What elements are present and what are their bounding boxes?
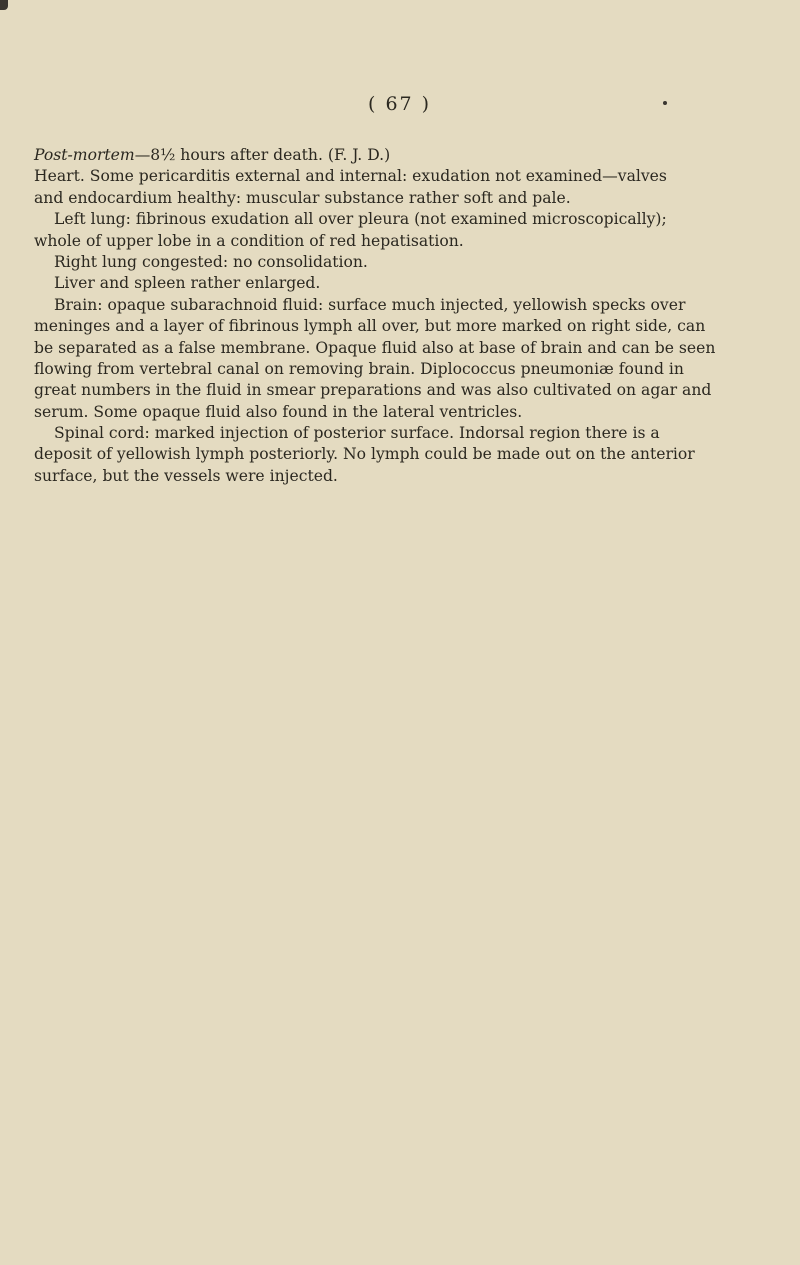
- page-number: ( 67 ): [368, 93, 432, 115]
- text-line: Heart. Some pericarditis external and internal: exudation not examined—valves: [34, 167, 667, 186]
- heading-detail: —8½ hours after death. (F. J. D.): [134, 146, 391, 164]
- text-line: Right lung congested: no consolidation.: [54, 252, 368, 271]
- text-line: serum. Some opaque fluid also found in the lateral ventricles.: [34, 402, 523, 421]
- report-text: [34, 145, 770, 487]
- report-heading: [34, 145, 770, 166]
- text-line: Brain: opaque subarachnoid fluid: surface much injected, yellowish specks over: [54, 295, 686, 314]
- text-line: surface, but the vessels were injected.: [34, 466, 338, 485]
- text-line: meninges and a layer of fibrinous lymph all over, but more marked on right side, can: [34, 317, 706, 336]
- ink-dot-mark: [663, 101, 667, 105]
- text-line: and endocardium healthy: muscular substance rather soft and pale.: [34, 188, 571, 207]
- text-line: be separated as a false membrane. Opaque fluid also at base of brain and can be seen: [34, 338, 716, 357]
- text-line: flowing from vertebral canal on removing brain. Diplococcus pneumoniæ found in: [34, 359, 684, 378]
- corner-ink-mark: [0, 0, 8, 10]
- text-line: great numbers in the fluid in smear preparations and was also cultivated on agar and: [34, 381, 712, 400]
- text-line: Spinal cord: marked injection of posterior surface. Indorsal region there is a: [54, 424, 660, 443]
- text-line: whole of upper lobe in a condition of red hepatisation.: [34, 231, 464, 250]
- heading-title: Post-mortem: [34, 146, 135, 164]
- text-line: deposit of yellowish lymph posteriorly. No lymph could be made out on the anterior: [34, 445, 695, 464]
- text-line: Liver and spleen rather enlarged.: [54, 274, 321, 293]
- text-line: Left lung: fibrinous exudation all over pleura (not examined microscopically);: [54, 210, 667, 229]
